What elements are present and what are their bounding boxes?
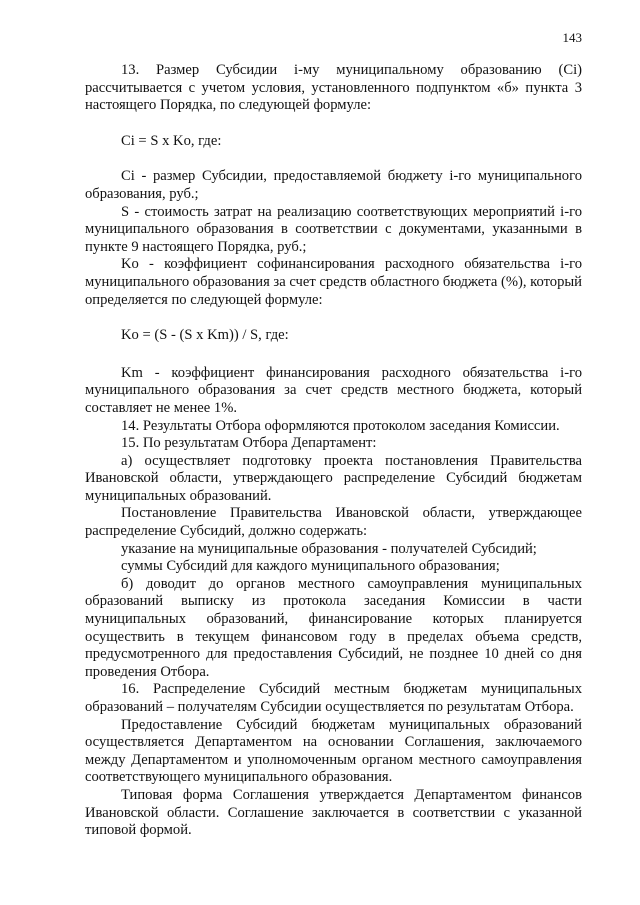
paragraph-15: 15. По результатам Отбора Департамент: [121, 435, 377, 452]
paragraph-13: 13. Размер Субсидии i-му муниципальному образованию (Ci) рассчитывается с учетом условия, установленного подпунктом «б» пункта 3 настоящего Порядка, по следующей формуле: [85, 62, 582, 114]
document-body [85, 62, 582, 840]
paragraph-amounts: суммы Субсидий для каждого муниципального образования; [121, 558, 500, 575]
definition-ko: Ko - коэффициент софинансирования расходного обязательства i-го муниципального образования за счет средств областного бюджета (%), который определяется по следующей формуле: [85, 256, 582, 308]
paragraph-agreement-form: Типовая форма Соглашения утверждается Департаментом финансов Ивановской области. Соглашение заключается в соответствии с указанной типовой формой. [85, 786, 582, 839]
paragraph-recipients: указание на муниципальные образования - получателей Субсидий; [121, 540, 537, 557]
definition-ci: Ci - размер Субсидии, предоставляемой бюджету i-го муниципального образования, руб.; [85, 168, 582, 202]
page-number: 143 [562, 30, 582, 45]
definition-km: Km - коэффициент финансирования расходного обязательства i-го муниципального образования за счет средств местного бюджета, который составляет не менее 1%. [85, 364, 582, 416]
paragraph-14: 14. Результаты Отбора оформляются протоколом заседания Комиссии. [121, 417, 560, 434]
formula-ko: Ko = (S - (S x Km)) / S, где: [121, 327, 289, 344]
paragraph-provision: Предоставление Субсидий бюджетам муниципальных образований осуществляется Департаментом на основании Соглашения, заключаемого между Департаментом и уполномоченным органом местного самоуправления соответствующего муниципального образования. [85, 716, 582, 786]
definition-s: S - стоимость затрат на реализацию соответствующих мероприятий i-го муниципального образования в соответствии с документами, указанными в пункте 9 настоящего Порядка, руб.; [85, 203, 582, 255]
formula-subsidy: Ci = S x Ko, где: [121, 132, 222, 149]
paragraph-16: 16. Распределение Субсидий местным бюджетам муниципальных образований – получателям Субсидии осуществляется по результатам Отбора. [85, 681, 582, 715]
paragraph-15-b: б) доводит до органов местного самоуправления муниципальных образований выписку из протокола заседания Комиссии в части муниципальных образований, финансирование которых планируется осуществить в текущем финансовом году в пределах объема средств, предусмотренного для предоставления Субсидий, не позднее 10 дней со дня проведения Отбора. [85, 575, 582, 680]
paragraph-resolution: Постановление Правительства Ивановской области, утверждающее распределение Субсидий, должно содержать: [85, 505, 582, 540]
paragraph-15-a: а) осуществляет подготовку проекта постановления Правительства Ивановской области, утверждающего распределение Субсидий бюджетам муниципальных образований. [85, 452, 582, 504]
